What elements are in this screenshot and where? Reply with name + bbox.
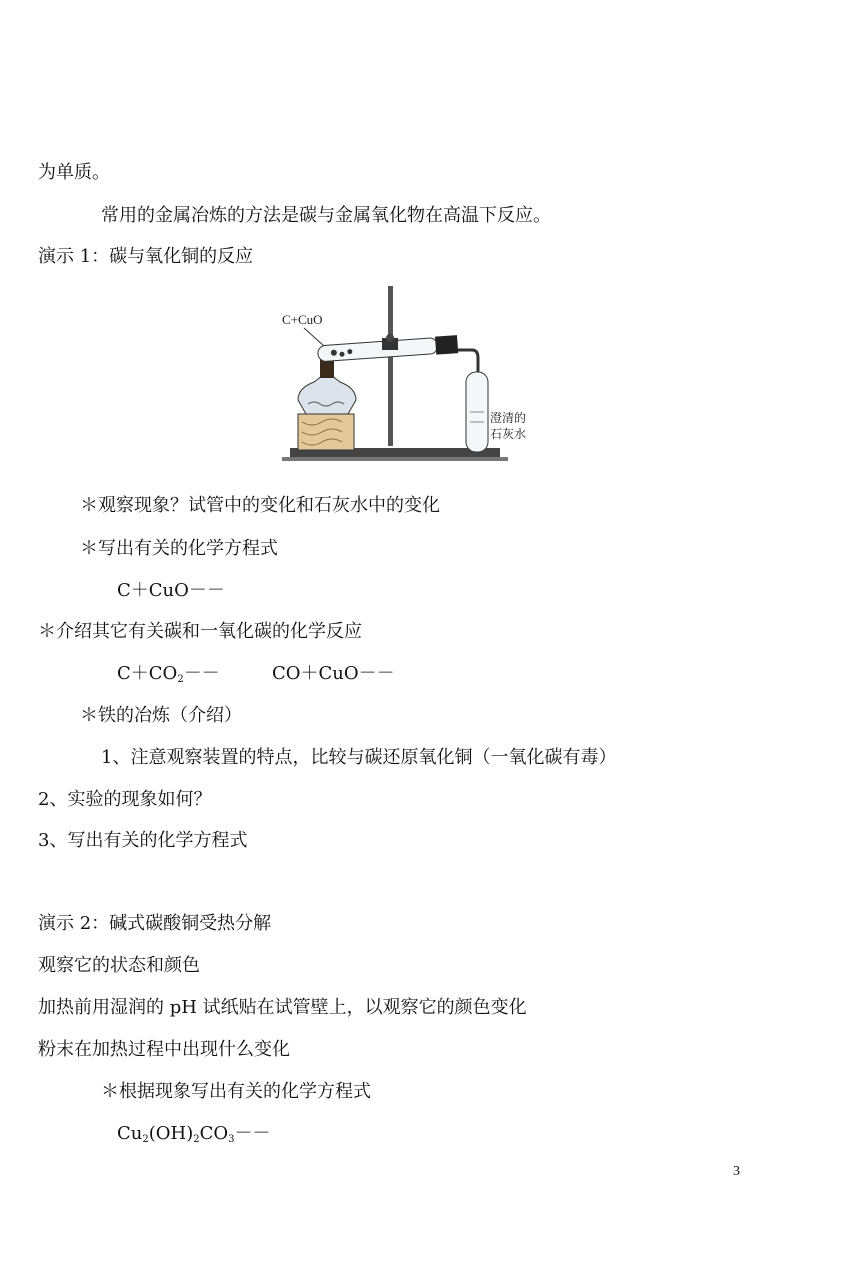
equation-part: C＋CO [117, 663, 178, 684]
text-line: ＊介绍其它有关碳和一氧化碳的化学反应 [38, 621, 362, 642]
figure-label-limewater-1: 澄清的 [490, 411, 527, 425]
text-line: 粉末在加热过程中出现什么变化 [38, 1039, 290, 1060]
equation-part: －－ [234, 1123, 271, 1144]
subscript: 2 [177, 674, 184, 685]
text-line: ＊观察现象？试管中的变化和石灰水中的变化 [80, 495, 440, 516]
text-line: ＊铁的冶炼（介绍） [80, 705, 242, 726]
subscript: 2 [193, 1134, 200, 1145]
text-line: 2、实验的现象如何？ [38, 789, 212, 810]
text-line: 1、注意观察装置的特点，比较与碳还原氧化铜（一氧化碳有毒） [101, 747, 617, 768]
text-line: 加热前用湿润的 pH 试纸贴在试管壁上，以观察它的颜色变化 [38, 997, 527, 1018]
subscript: 3 [228, 1134, 235, 1145]
apparatus-figure [262, 272, 548, 484]
equation [117, 662, 220, 692]
text-line: 常用的金属冶炼的方法是碳与金属氧化物在高温下反应。 [101, 205, 551, 226]
subscript: 2 [142, 1134, 149, 1145]
equation: C＋CuO－－ [117, 580, 225, 601]
figure-label-limewater-2: 石灰水 [490, 427, 527, 441]
equation: CO＋CuO－－ [272, 663, 395, 684]
equation [117, 1122, 271, 1152]
text-line: 观察它的状态和颜色 [38, 955, 200, 976]
equation-part: (OH) [148, 1123, 194, 1144]
equation-part: Cu [117, 1123, 143, 1144]
page-number: 3 [733, 1164, 740, 1179]
section-heading-demo-1: 演示 1：碳与氧化铜的反应 [38, 246, 254, 267]
section-heading-demo-2: 演示 2：碱式碳酸铜受热分解 [38, 913, 272, 934]
text-line: 3、写出有关的化学方程式 [38, 830, 248, 851]
text-line: 为单质。 [38, 162, 110, 183]
text-line: ＊根据现象写出有关的化学方程式 [101, 1081, 371, 1102]
equation-part: －－ [183, 663, 220, 684]
figure-label-reactants: C+CuO [282, 312, 323, 327]
equation-part: CO [199, 1123, 229, 1144]
text-line: ＊写出有关的化学方程式 [80, 538, 278, 559]
